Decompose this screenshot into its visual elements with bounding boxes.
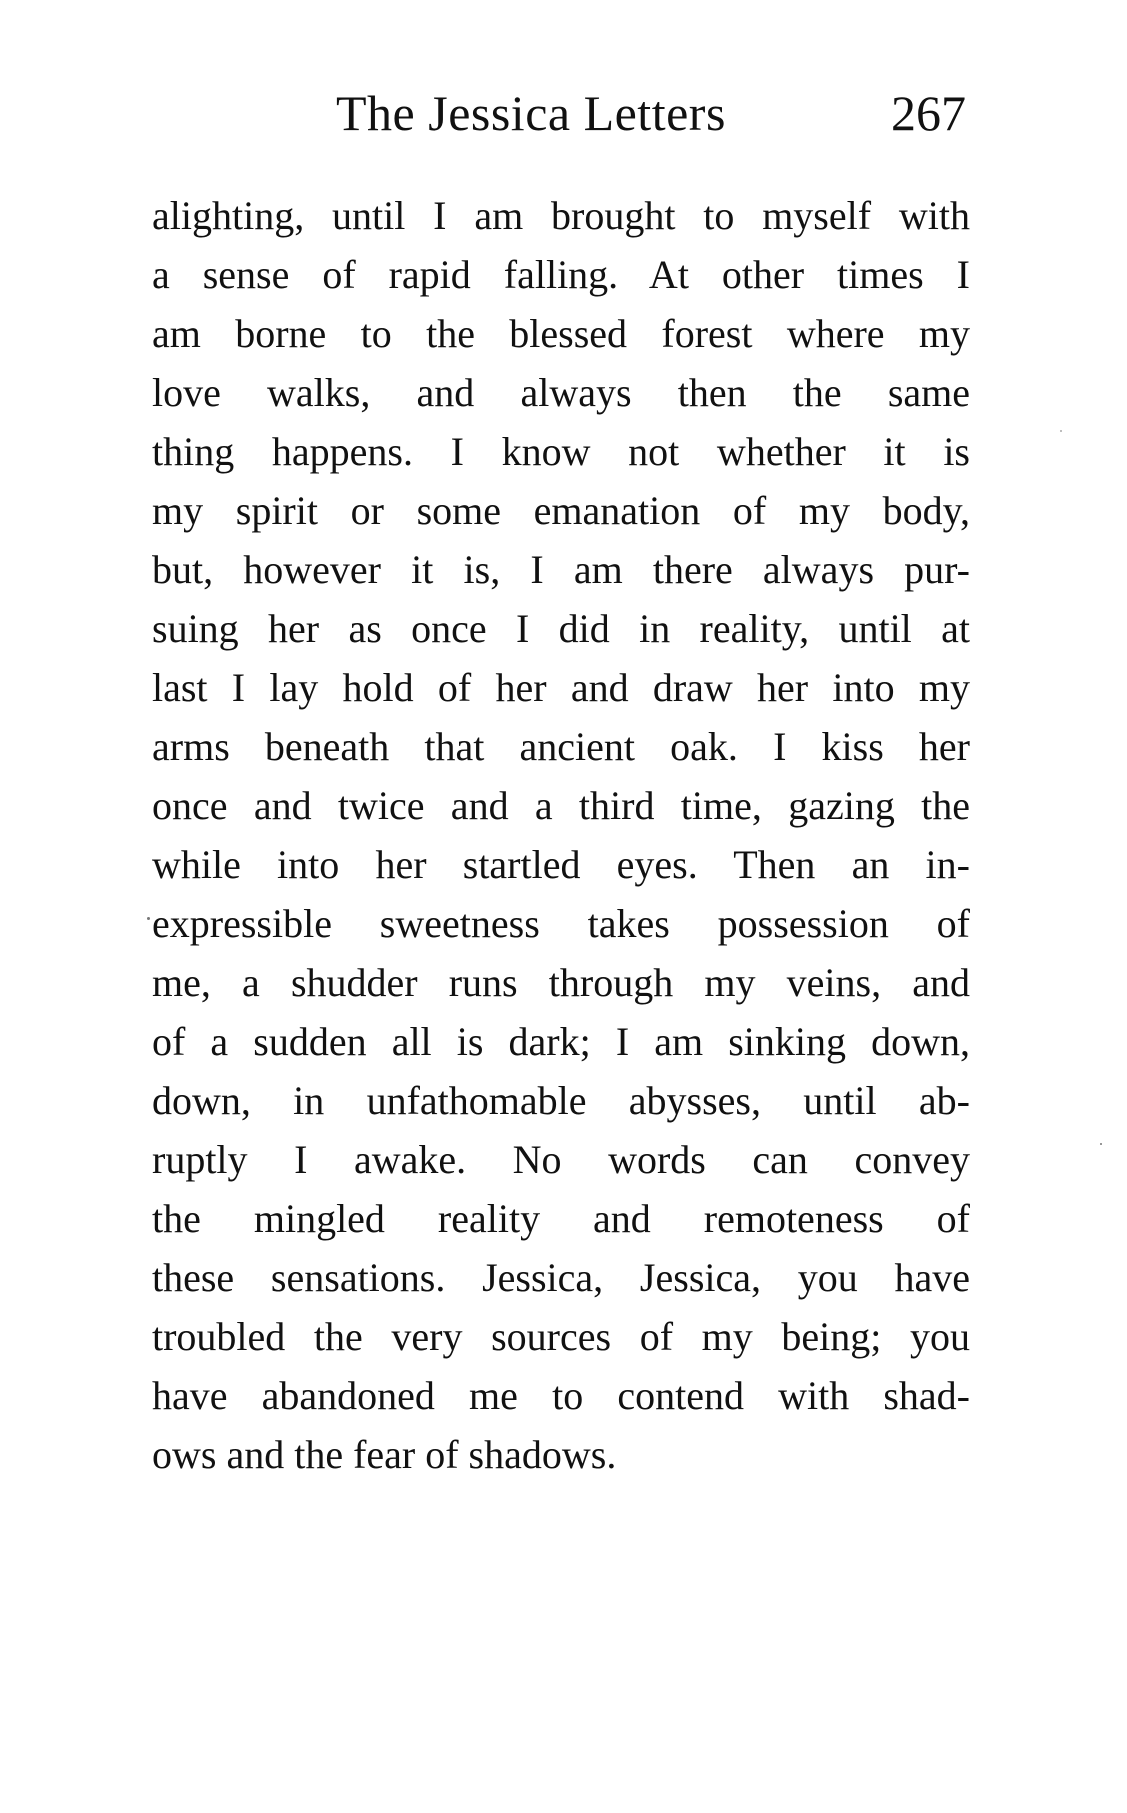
text-line: the mingled reality and remoteness of bbox=[152, 1196, 970, 1241]
text-line: a sense of rapid falling. At other times I bbox=[152, 252, 970, 297]
paper-speck bbox=[147, 917, 150, 920]
text-line: love walks, and always then the same bbox=[152, 370, 970, 415]
paper-speck bbox=[1060, 430, 1062, 432]
text-line: have abandoned me to contend with shad- bbox=[152, 1373, 970, 1418]
running-title: The Jessica Letters bbox=[336, 85, 726, 141]
text-line: these sensations. Jessica, Jessica, you have bbox=[152, 1255, 970, 1300]
text-line: arms beneath that ancient oak. I kiss her bbox=[152, 724, 970, 769]
page-number: 267 bbox=[891, 85, 966, 141]
text-line: while into her startled eyes. Then an in- bbox=[152, 842, 970, 887]
text-line: me, a shudder runs through my veins, and bbox=[152, 960, 970, 1005]
text-line: ruptly I awake. No words can convey bbox=[152, 1137, 970, 1182]
text-line: expressible sweetness takes possession of bbox=[152, 901, 970, 946]
text-line: suing her as once I did in reality, until at bbox=[152, 606, 970, 651]
running-head bbox=[150, 78, 980, 148]
text-line: am borne to the blessed forest where my bbox=[152, 311, 970, 356]
text-line: last I lay hold of her and draw her into my bbox=[152, 665, 970, 710]
text-line: thing happens. I know not whether it is bbox=[152, 429, 970, 474]
text-line: troubled the very sources of my being; you bbox=[152, 1314, 970, 1359]
text-line: alighting, until I am brought to myself with bbox=[152, 193, 970, 238]
body-text bbox=[152, 186, 970, 1484]
text-line: once and twice and a third time, gazing the bbox=[152, 783, 970, 828]
text-line: down, in unfathomable abysses, until ab- bbox=[152, 1078, 970, 1123]
text-line: ows and the fear of shadows. bbox=[152, 1432, 617, 1477]
paper-speck bbox=[1100, 1143, 1102, 1145]
text-line: but, however it is, I am there always pur- bbox=[152, 547, 970, 592]
text-line: my spirit or some emanation of my body, bbox=[152, 488, 970, 533]
text-line: of a sudden all is dark; I am sinking down, bbox=[152, 1019, 970, 1064]
